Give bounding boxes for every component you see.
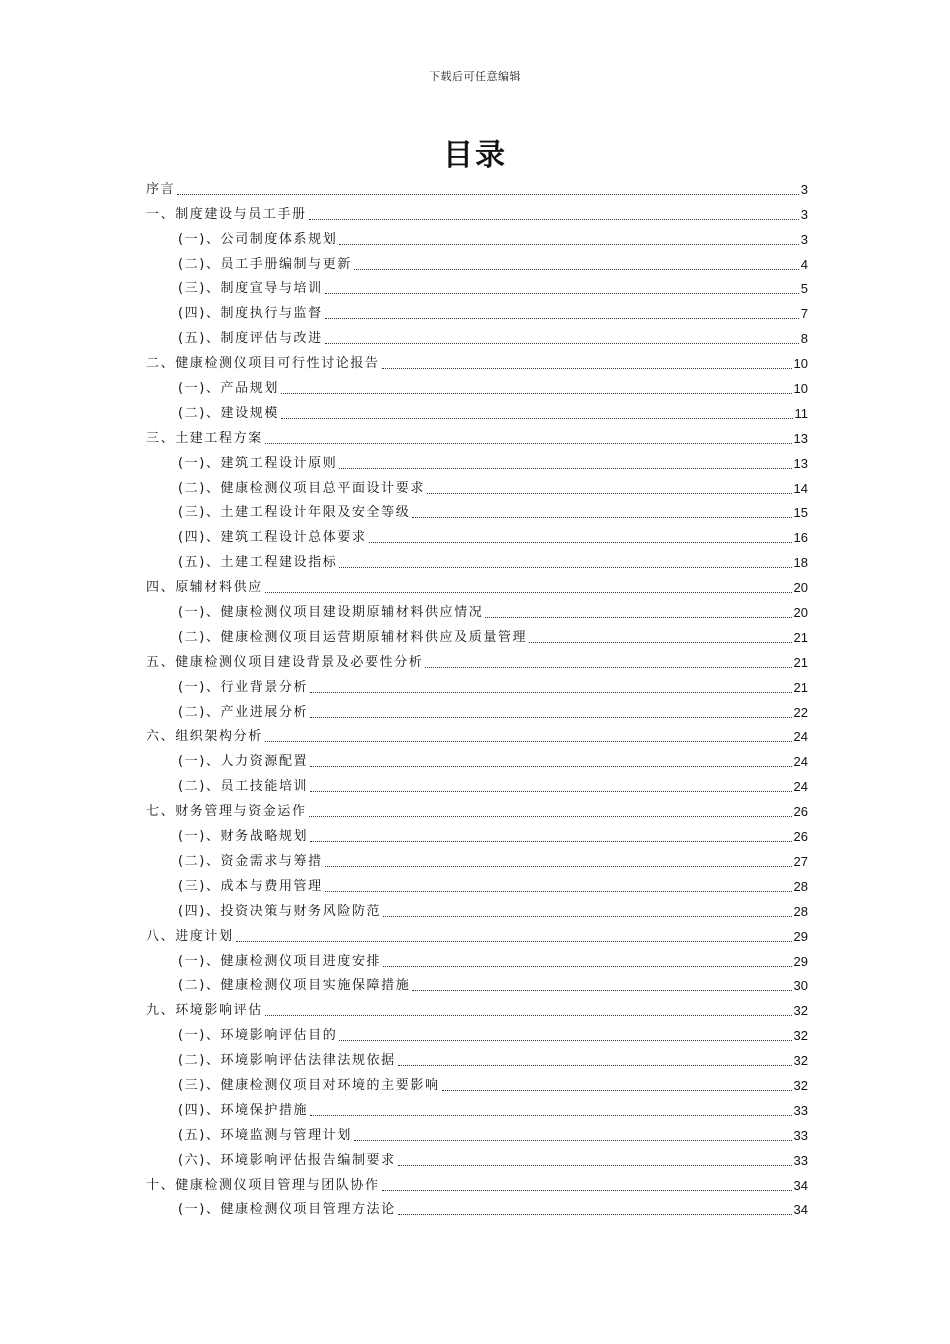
toc-entry-page: 32 bbox=[793, 1053, 808, 1069]
toc-dot-leader bbox=[442, 1090, 792, 1091]
toc-entry[interactable] bbox=[146, 946, 808, 971]
toc-entry[interactable] bbox=[146, 298, 808, 323]
toc-dot-leader bbox=[265, 592, 792, 593]
toc-dot-leader bbox=[339, 468, 791, 469]
toc-entry-page: 27 bbox=[793, 853, 808, 869]
toc-entry-label: (一)、健康检测仪项目进度安排 bbox=[178, 953, 382, 969]
toc-entry[interactable] bbox=[146, 1095, 808, 1120]
toc-dot-leader bbox=[354, 1140, 792, 1141]
toc-entry-label: (二)、建设规模 bbox=[178, 405, 279, 421]
toc-entry-label: (六)、环境影响评估报告编制要求 bbox=[178, 1152, 396, 1168]
toc-entry-label: (二)、环境影响评估法律法规依据 bbox=[178, 1053, 396, 1069]
toc-entry[interactable] bbox=[146, 995, 808, 1020]
table-of-contents bbox=[146, 174, 808, 1219]
toc-entry[interactable] bbox=[146, 224, 808, 249]
toc-entry-label: (四)、环境保护措施 bbox=[178, 1102, 309, 1118]
toc-entry-label: 序言 bbox=[146, 181, 176, 197]
toc-entry-label: (四)、建筑工程设计总体要求 bbox=[178, 530, 367, 546]
header-note: 下载后可任意编辑 bbox=[429, 70, 521, 83]
toc-dot-leader bbox=[310, 717, 791, 718]
toc-entry-label: (三)、健康检测仪项目对环境的主要影响 bbox=[178, 1077, 440, 1093]
toc-entry-label: (二)、健康检测仪项目总平面设计要求 bbox=[178, 480, 425, 496]
toc-entry-label: (三)、成本与费用管理 bbox=[178, 878, 323, 894]
toc-entry-label: (二)、健康检测仪项目实施保障措施 bbox=[178, 978, 411, 994]
toc-dot-leader bbox=[398, 1214, 792, 1215]
toc-entry-label: (五)、土建工程建设指标 bbox=[178, 555, 338, 571]
toc-entry-page: 20 bbox=[793, 605, 808, 621]
toc-entry-label: (一)、人力资源配置 bbox=[178, 754, 309, 770]
toc-dot-leader bbox=[309, 219, 799, 220]
toc-entry[interactable] bbox=[146, 1120, 808, 1145]
toc-entry[interactable] bbox=[146, 572, 808, 597]
toc-dot-leader bbox=[412, 517, 791, 518]
toc-entry-label: (一)、建筑工程设计原则 bbox=[178, 455, 338, 471]
toc-entry[interactable] bbox=[146, 722, 808, 747]
toc-entry-label: (二)、员工手册编制与更新 bbox=[178, 256, 352, 272]
toc-entry[interactable] bbox=[146, 423, 808, 448]
toc-dot-leader bbox=[339, 244, 798, 245]
toc-entry[interactable] bbox=[146, 348, 808, 373]
toc-dot-leader bbox=[529, 642, 791, 643]
toc-entry[interactable] bbox=[146, 746, 808, 771]
toc-entry[interactable] bbox=[146, 921, 808, 946]
toc-entry-label: (二)、资金需求与筹措 bbox=[178, 853, 323, 869]
toc-dot-leader bbox=[339, 567, 791, 568]
toc-entry-page: 10 bbox=[793, 356, 808, 372]
toc-entry-page: 7 bbox=[800, 306, 808, 322]
toc-entry[interactable] bbox=[146, 323, 808, 348]
toc-entry-page: 5 bbox=[800, 281, 808, 297]
toc-entry-label: 六、组织架构分析 bbox=[146, 729, 263, 745]
toc-entry-page: 33 bbox=[793, 1152, 808, 1168]
toc-dot-leader bbox=[369, 542, 792, 543]
toc-entry-label: (五)、制度评估与改进 bbox=[178, 331, 323, 347]
toc-entry-label: 五、健康检测仪项目建设背景及必要性分析 bbox=[146, 654, 424, 670]
toc-dot-leader bbox=[325, 318, 799, 319]
toc-entry[interactable] bbox=[146, 398, 808, 423]
toc-dot-leader bbox=[398, 1165, 792, 1166]
toc-entry-label: (四)、制度执行与监督 bbox=[178, 306, 323, 322]
toc-title: 目录 bbox=[443, 138, 507, 173]
toc-entry[interactable] bbox=[146, 672, 808, 697]
toc-dot-leader bbox=[382, 368, 792, 369]
toc-entry-label: 四、原辅材料供应 bbox=[146, 580, 263, 596]
toc-entry[interactable] bbox=[146, 771, 808, 796]
toc-entry-page: 34 bbox=[793, 1177, 808, 1193]
toc-dot-leader bbox=[310, 841, 791, 842]
toc-dot-leader bbox=[265, 741, 792, 742]
toc-dot-leader bbox=[485, 617, 791, 618]
toc-dot-leader bbox=[309, 816, 792, 817]
toc-entry[interactable] bbox=[146, 373, 808, 398]
toc-entry-page: 26 bbox=[793, 829, 808, 845]
toc-entry-page: 28 bbox=[793, 903, 808, 919]
toc-entry[interactable] bbox=[146, 249, 808, 274]
toc-entry[interactable] bbox=[146, 547, 808, 572]
toc-entry-label: 一、制度建设与员工手册 bbox=[146, 206, 307, 222]
toc-entry-page: 24 bbox=[793, 729, 808, 745]
toc-entry-label: (二)、员工技能培训 bbox=[178, 779, 309, 795]
toc-entry-page: 3 bbox=[800, 181, 808, 197]
toc-entry-page: 33 bbox=[793, 1127, 808, 1143]
toc-entry[interactable] bbox=[146, 174, 808, 199]
toc-entry-label: (二)、健康检测仪项目运营期原辅材料供应及质量管理 bbox=[178, 629, 528, 645]
toc-dot-leader bbox=[427, 493, 792, 494]
toc-entry-page: 22 bbox=[793, 704, 808, 720]
toc-dot-leader bbox=[325, 343, 799, 344]
toc-dot-leader bbox=[325, 866, 792, 867]
toc-entry-page: 29 bbox=[793, 953, 808, 969]
toc-dot-leader bbox=[325, 891, 792, 892]
toc-entry[interactable] bbox=[146, 697, 808, 722]
toc-entry[interactable] bbox=[146, 1045, 808, 1070]
toc-entry[interactable] bbox=[146, 1195, 808, 1220]
toc-entry[interactable] bbox=[146, 1145, 808, 1170]
toc-dot-leader bbox=[310, 1115, 791, 1116]
toc-entry-label: (一)、行业背景分析 bbox=[178, 679, 309, 695]
toc-entry[interactable] bbox=[146, 473, 808, 498]
toc-entry[interactable] bbox=[146, 448, 808, 473]
toc-entry-label: 九、环境影响评估 bbox=[146, 1003, 263, 1019]
toc-dot-leader bbox=[325, 293, 799, 294]
toc-entry-label: (一)、产品规划 bbox=[178, 381, 279, 397]
toc-entry-page: 13 bbox=[793, 455, 808, 471]
toc-entry-page: 24 bbox=[793, 754, 808, 770]
toc-entry-label: (一)、公司制度体系规划 bbox=[178, 231, 338, 247]
toc-entry[interactable] bbox=[146, 971, 808, 996]
toc-entry-label: 八、进度计划 bbox=[146, 928, 234, 944]
toc-entry[interactable] bbox=[146, 597, 808, 622]
toc-entry[interactable] bbox=[146, 498, 808, 523]
toc-entry[interactable] bbox=[146, 1070, 808, 1095]
toc-entry-label: 二、健康检测仪项目可行性讨论报告 bbox=[146, 356, 380, 372]
toc-entry-label: (二)、产业进展分析 bbox=[178, 704, 309, 720]
toc-entry-page: 24 bbox=[793, 779, 808, 795]
toc-entry-page: 34 bbox=[793, 1202, 808, 1218]
toc-entry-page: 29 bbox=[793, 928, 808, 944]
toc-entry[interactable] bbox=[146, 821, 808, 846]
toc-entry[interactable] bbox=[146, 796, 808, 821]
toc-dot-leader bbox=[339, 1040, 791, 1041]
toc-entry-page: 3 bbox=[800, 231, 808, 247]
toc-entry[interactable] bbox=[146, 274, 808, 299]
toc-entry-label: (一)、健康检测仪项目建设期原辅材料供应情况 bbox=[178, 605, 484, 621]
toc-dot-leader bbox=[383, 966, 791, 967]
toc-entry[interactable] bbox=[146, 199, 808, 224]
toc-entry[interactable] bbox=[146, 647, 808, 672]
toc-entry-page: 16 bbox=[793, 530, 808, 546]
toc-entry-label: (一)、财务战略规划 bbox=[178, 829, 309, 845]
toc-entry-page: 10 bbox=[793, 381, 808, 397]
toc-entry-label: (三)、制度宣导与培训 bbox=[178, 281, 323, 297]
toc-entry-page: 21 bbox=[793, 629, 808, 645]
toc-dot-leader bbox=[382, 1190, 792, 1191]
toc-entry[interactable] bbox=[146, 522, 808, 547]
toc-entry[interactable] bbox=[146, 846, 808, 871]
toc-entry[interactable] bbox=[146, 871, 808, 896]
toc-entry[interactable] bbox=[146, 622, 808, 647]
toc-entry-page: 3 bbox=[800, 206, 808, 222]
toc-entry-label: (五)、环境监测与管理计划 bbox=[178, 1127, 352, 1143]
toc-dot-leader bbox=[383, 916, 791, 917]
toc-entry-page: 13 bbox=[793, 430, 808, 446]
toc-entry-page: 18 bbox=[793, 555, 808, 571]
toc-entry[interactable] bbox=[146, 1020, 808, 1045]
toc-entry-page: 32 bbox=[793, 1003, 808, 1019]
toc-entry-page: 4 bbox=[800, 256, 808, 272]
toc-dot-leader bbox=[354, 269, 799, 270]
toc-dot-leader bbox=[265, 443, 792, 444]
toc-entry-page: 32 bbox=[793, 1028, 808, 1044]
toc-dot-leader bbox=[236, 941, 792, 942]
toc-dot-leader bbox=[398, 1065, 792, 1066]
toc-dot-leader bbox=[265, 1015, 792, 1016]
toc-entry-page: 26 bbox=[793, 804, 808, 820]
toc-entry[interactable] bbox=[146, 1170, 808, 1195]
toc-entry-label: 三、土建工程方案 bbox=[146, 430, 263, 446]
toc-dot-leader bbox=[310, 692, 791, 693]
toc-entry-page: 21 bbox=[793, 679, 808, 695]
toc-entry-label: (一)、健康检测仪项目管理方法论 bbox=[178, 1202, 396, 1218]
toc-entry-page: 20 bbox=[793, 580, 808, 596]
toc-entry-label: (三)、土建工程设计年限及安全等级 bbox=[178, 505, 411, 521]
toc-dot-leader bbox=[281, 393, 792, 394]
toc-dot-leader bbox=[310, 791, 791, 792]
toc-dot-leader bbox=[281, 418, 793, 419]
toc-entry-page: 11 bbox=[794, 405, 808, 421]
toc-entry-page: 14 bbox=[793, 480, 808, 496]
toc-entry[interactable] bbox=[146, 896, 808, 921]
toc-entry-label: 七、财务管理与资金运作 bbox=[146, 804, 307, 820]
toc-entry-label: 十、健康检测仪项目管理与团队协作 bbox=[146, 1177, 380, 1193]
toc-entry-page: 15 bbox=[793, 505, 808, 521]
toc-entry-page: 33 bbox=[793, 1102, 808, 1118]
toc-dot-leader bbox=[310, 766, 791, 767]
toc-entry-label: (一)、环境影响评估目的 bbox=[178, 1028, 338, 1044]
toc-entry-page: 30 bbox=[793, 978, 808, 994]
toc-dot-leader bbox=[425, 667, 791, 668]
toc-entry-label: (四)、投资决策与财务风险防范 bbox=[178, 903, 382, 919]
toc-dot-leader bbox=[412, 990, 791, 991]
toc-dot-leader bbox=[177, 194, 799, 195]
toc-entry-page: 32 bbox=[793, 1077, 808, 1093]
toc-entry-page: 21 bbox=[793, 654, 808, 670]
toc-entry-page: 28 bbox=[793, 878, 808, 894]
toc-entry-page: 8 bbox=[800, 331, 808, 347]
